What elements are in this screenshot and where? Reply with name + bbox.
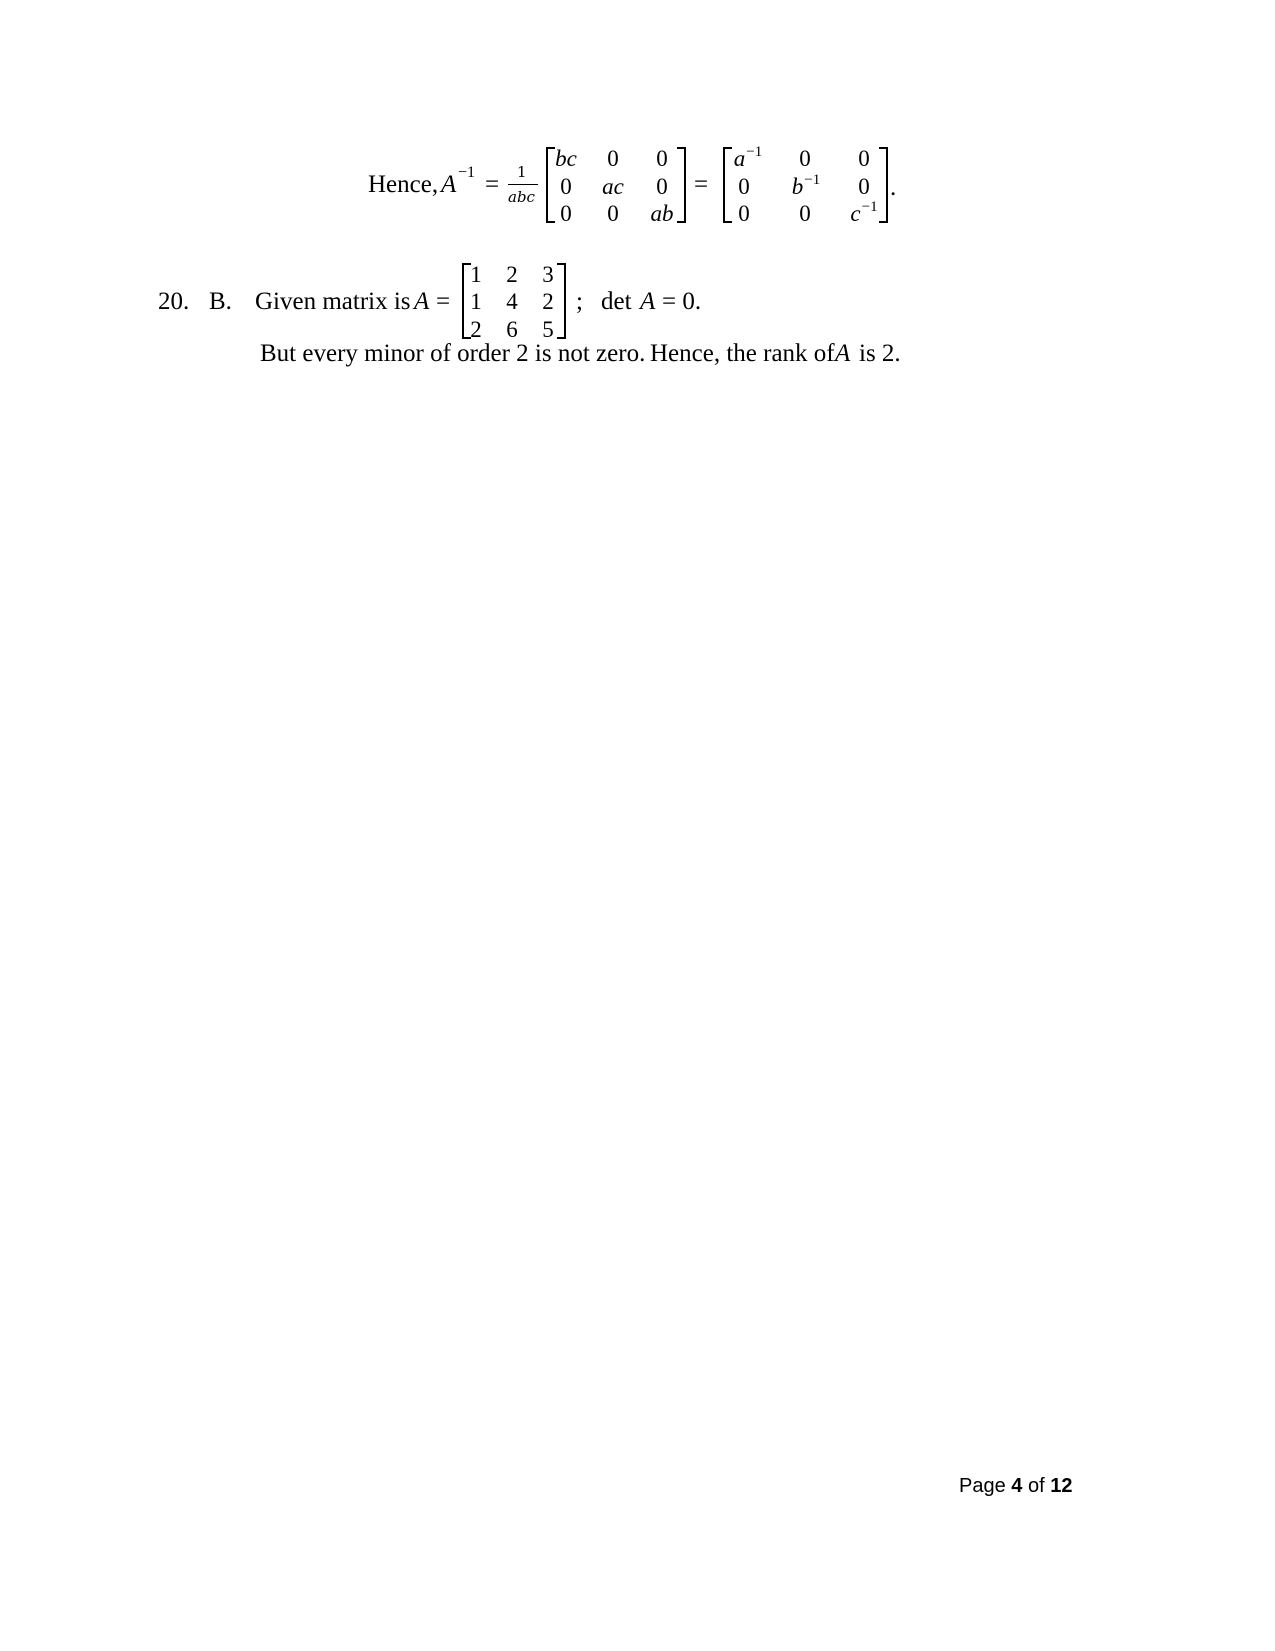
matrix-cell: 0 <box>607 201 619 226</box>
matrix-cell: 0 <box>656 174 668 199</box>
conclusion-part-1: But every minor of order 2 is not zero. <box>260 340 646 367</box>
matrix-cell: 2 <box>470 317 482 342</box>
det-result: = 0. <box>662 288 702 315</box>
matrix-cell: $b^{-1}$ <box>791 172 821 199</box>
fraction-numerator: 1 <box>517 163 527 181</box>
fraction-bar <box>508 184 538 185</box>
fraction-denominator: abc <box>508 188 535 206</box>
matrix-cell: 4 <box>506 289 518 314</box>
period: . <box>890 174 897 201</box>
conclusion-part-2: Hence, the rank of <box>650 340 835 367</box>
matrix-cell: bc <box>555 146 577 171</box>
left-bracket <box>546 147 555 223</box>
matrix-cell: $c^{-1}$ <box>850 199 878 226</box>
matrix-cell: 0 <box>560 174 572 199</box>
equals-sign: = <box>485 171 500 198</box>
conclusion-part-3: is 2. <box>859 340 901 367</box>
total-pages: 12 <box>1050 1475 1073 1497</box>
matrix-cell: 2 <box>506 262 518 287</box>
matrix-cell: 5 <box>542 317 554 342</box>
left-bracket <box>723 147 732 223</box>
matrix-cell: 1 <box>470 262 482 287</box>
right-bracket <box>879 147 888 223</box>
lhs-variable: A <box>441 171 457 198</box>
matrix-cell: 3 <box>542 262 554 287</box>
matrix-cell: 1 <box>470 289 482 314</box>
page-word: Page <box>959 1475 1006 1497</box>
equals-sign: = <box>436 288 451 315</box>
matrix-cell: 0 <box>799 201 811 226</box>
given-text: Given matrix is <box>255 288 411 315</box>
page-number-footer <box>959 1476 1072 1496</box>
matrix-cell: 0 <box>799 146 811 171</box>
answer-letter: B. <box>209 288 232 315</box>
matrix-variable: A <box>414 288 430 315</box>
matrix-cell: 0 <box>560 201 572 226</box>
matrix-cell: 0 <box>858 174 870 199</box>
conclusion-variable: A <box>835 340 851 367</box>
current-page: 4 <box>1011 1475 1023 1497</box>
right-bracket <box>677 147 686 223</box>
matrix-cell: 6 <box>506 317 518 342</box>
det-text: det <box>601 288 632 315</box>
equals-sign-2: = <box>694 171 709 198</box>
question-number: 20. <box>158 288 190 315</box>
matrix-cell: ac <box>602 174 624 199</box>
right-bracket <box>557 263 566 339</box>
matrix-cell: $a^{-1}$ <box>733 144 763 171</box>
det-variable: A <box>640 288 656 315</box>
matrix-cell: 0 <box>858 146 870 171</box>
lhs-exponent: −1 <box>458 164 476 181</box>
semicolon: ; <box>576 288 583 315</box>
of-word: of <box>1027 1475 1045 1497</box>
matrix-cell: 0 <box>738 174 750 199</box>
matrix-cell: 0 <box>656 146 668 171</box>
matrix-cell: ab <box>650 201 674 226</box>
matrix-cell: 0 <box>738 201 750 226</box>
matrix-cell: 0 <box>607 146 619 171</box>
hence-prefix: Hence, <box>368 171 439 198</box>
matrix-cell: 2 <box>542 289 554 314</box>
